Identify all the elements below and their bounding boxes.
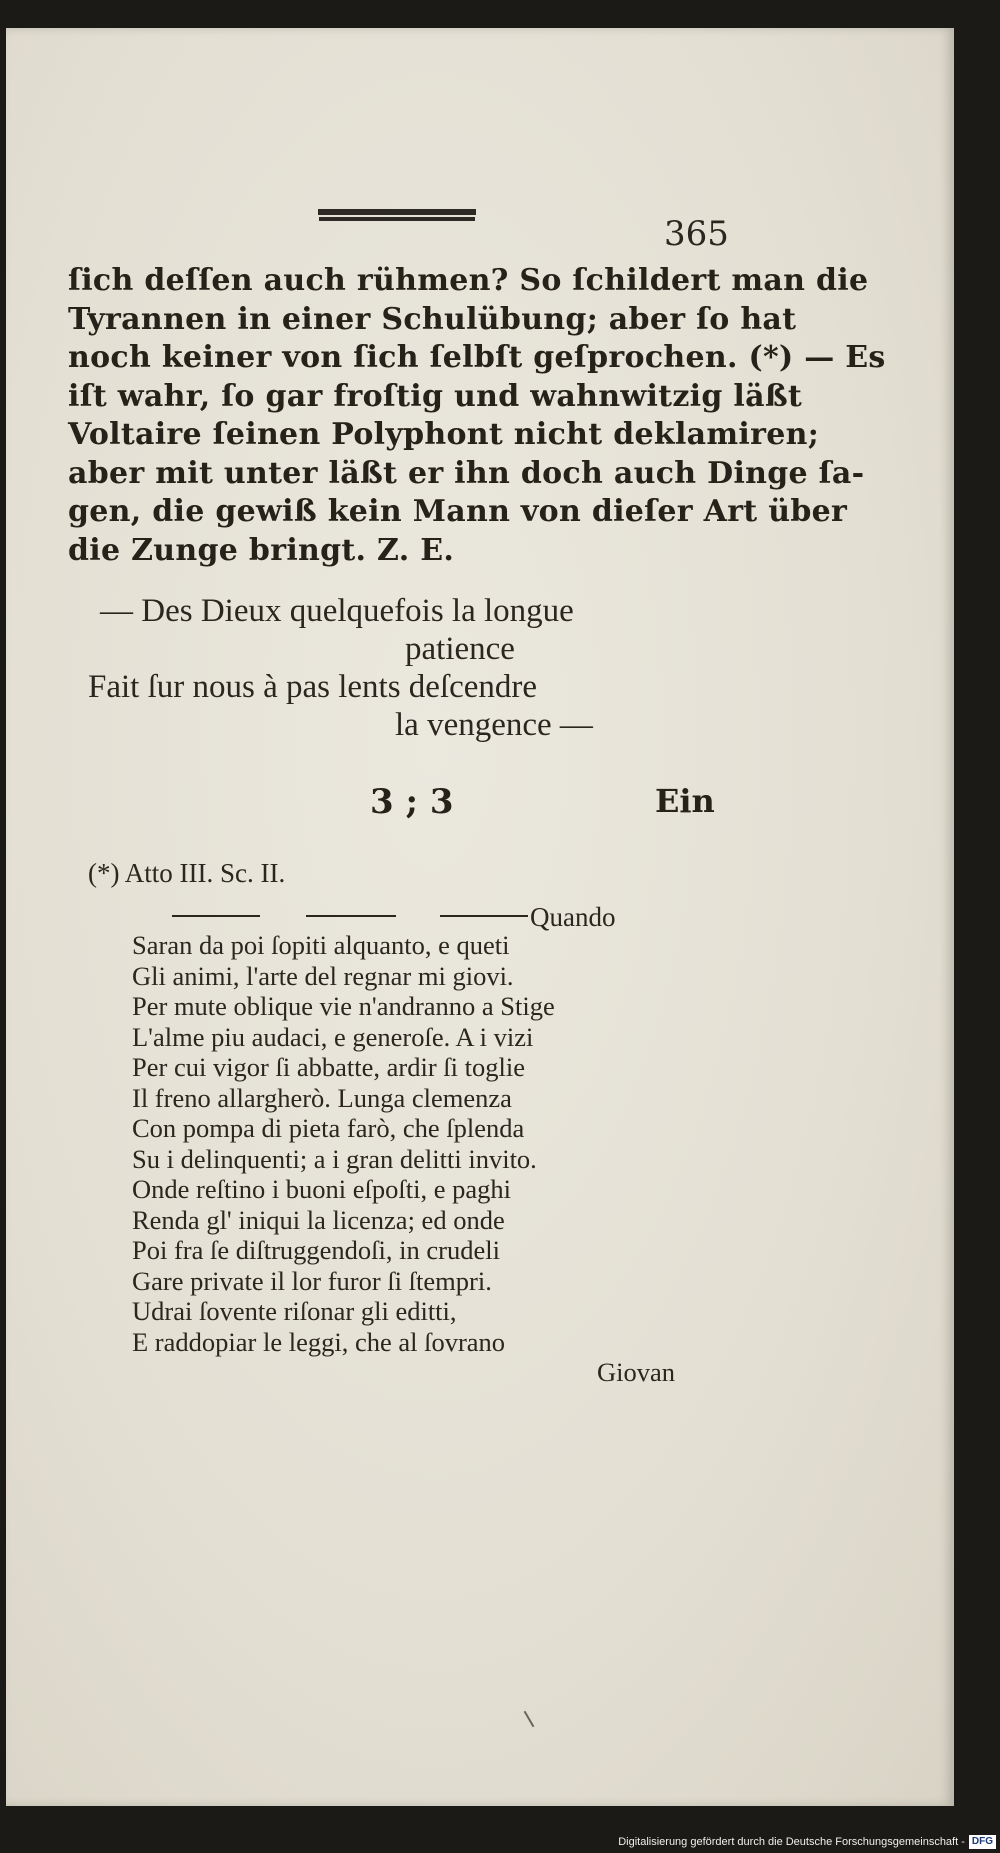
footnote-italian-text <box>132 930 692 1388</box>
verse-line: la vengence — <box>395 707 593 743</box>
verse-line: patience <box>405 631 515 667</box>
dfg-logo: DFG <box>969 1835 996 1849</box>
footnote-line: Con pompa di pieta farò, che ſplenda <box>132 1113 525 1143</box>
footnote-line: Udrai ſovente riſonar gli editti, <box>132 1296 457 1326</box>
footnote-line: Saran da poi ſopiti alquanto, e queti <box>132 930 510 960</box>
text-line: gen, die gewiß kein Mann von dieſer Art über <box>68 494 848 529</box>
text-line: aber mit unter läßt er ihn doch auch Dinge ſa- <box>68 455 865 491</box>
signature-mark: 3 ; 3 <box>370 782 454 822</box>
text-line: Voltaire ſeinen Polyphont nicht deklamiren; <box>68 417 820 452</box>
footnote-line: Su i delinquenti; a i gran delitti invito. <box>132 1143 537 1174</box>
footnote-line: Gare private il lor furor ſi ſtempri. <box>132 1265 492 1296</box>
footnote-line: Renda gl' iniqui la licenza; ed onde <box>132 1204 505 1235</box>
text-line: ſich deſſen auch rühmen? So ſchildert man die <box>68 263 869 298</box>
footnote-dash <box>440 915 528 917</box>
footnote-line: Onde reſtino i buoni eſpoſti, e paghi <box>132 1174 512 1204</box>
footnote-dash <box>306 915 396 917</box>
page-number: 365 <box>664 214 729 254</box>
footnote-line: Per cui vigor ſi abbatte, ardir ſi toglie <box>132 1052 525 1082</box>
footnote-line: Per mute oblique vie n'andranno a Stige <box>132 991 555 1021</box>
text-line: die Zunge bringt. Z. E. <box>68 532 455 568</box>
footnote-line: E raddopiar le leggi, che al ſovrano <box>132 1326 506 1357</box>
credit-text: Digitalisierung gefördert durch die Deutsche Forschungsgemeinschaft - <box>618 1836 965 1848</box>
digitization-credit <box>596 1831 996 1853</box>
footnote-line: L'alme piu audaci, e generoſe. A i vizi <box>132 1021 534 1052</box>
main-text <box>68 262 886 570</box>
verse-line: — Des Dieux quelquefois la longue <box>100 593 574 629</box>
footnote-first-word: Quando <box>530 902 616 932</box>
text-line: iſt wahr, ſo gar froſtig und wahnwitzig läßt <box>68 378 803 414</box>
text-line: noch keiner von ſich ſelbſt geſprochen. (*) — Es <box>68 340 886 375</box>
text-line: Tyrannen in einer Schulübung; aber ſo hat <box>68 301 797 337</box>
footnote-line: Poi fra ſe diſtruggendoſi, in crudeli <box>132 1235 500 1265</box>
catchword: Ein <box>655 782 715 820</box>
header-rule <box>318 209 476 217</box>
footnote-dash <box>172 915 260 917</box>
footnote-catchword: Giovan <box>597 1357 676 1387</box>
footnote-line: Gli animi, l'arte del regnar mi giovi. <box>132 960 514 991</box>
footnote-heading: (*) Atto III. Sc. II. <box>88 858 286 888</box>
french-verse-quote <box>88 592 720 744</box>
footnote-line: Il freno allargherò. Lunga clemenza <box>132 1082 512 1113</box>
verse-line: Fait ſur nous à pas lents deſcendre <box>88 669 538 705</box>
